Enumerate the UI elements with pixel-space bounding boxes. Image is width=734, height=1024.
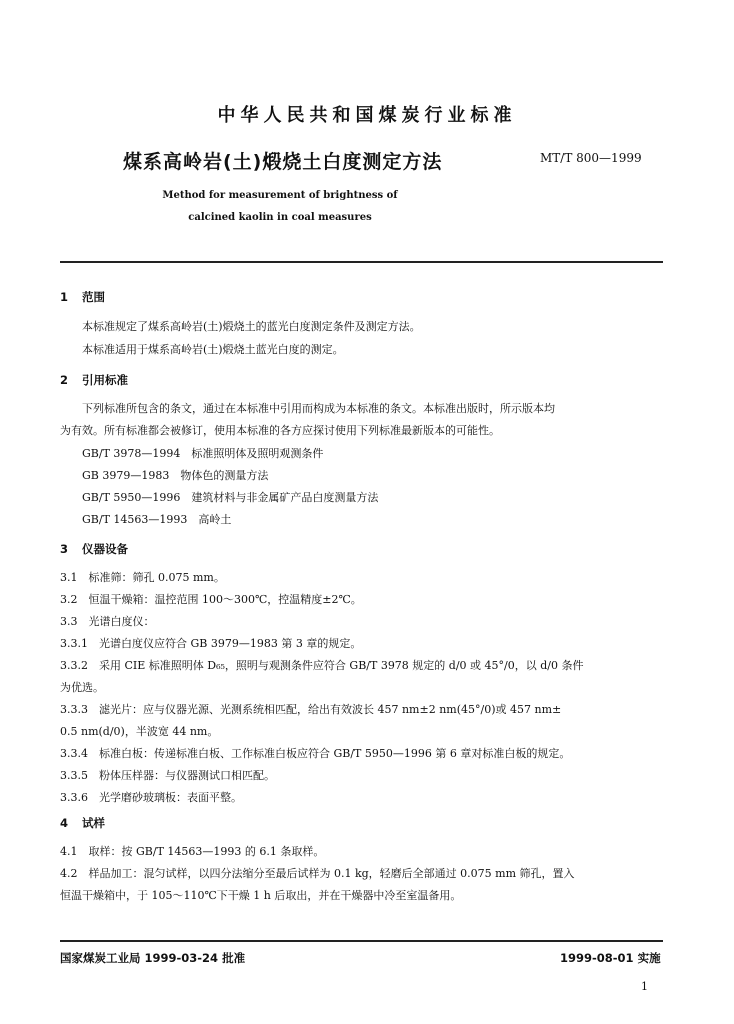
page-number: 1 (641, 980, 648, 993)
clause: 3.3.2 采用 CIE 标准照明体 D₆₅，照明与观测条件应符合 GB/T 3978 规定的 d/0 或 45°/0，以 d/0 条件 (60, 659, 584, 672)
reference-item: GB/T 14563—1993 高岭土 (82, 513, 232, 526)
section-2-heading (60, 372, 128, 388)
reference-item: GB 3979—1983 物体色的测量方法 (82, 469, 269, 482)
paragraph: 下列标准所包含的条文，通过在本标准中引用而构成为本标准的条文。本标准出版时，所示版本均 (82, 402, 555, 415)
clause: 3.3.5 粉体压样器：与仪器测试口相匹配。 (60, 769, 275, 782)
section-title: 试样 (82, 816, 105, 830)
clause-continuation: 恒温干燥箱中，于 105～110℃下干燥 1 h 后取出，并在干燥器中冷至室温备用。 (60, 889, 462, 902)
reference-item: GB/T 5950—1996 建筑材料与非金属矿产品白度测量方法 (82, 491, 379, 504)
section-title: 范围 (82, 290, 105, 304)
paragraph: 为有效。所有标准都会被修订，使用本标准的各方应探讨使用下列标准最新版本的可能性。 (60, 424, 500, 437)
section-number: 4 (60, 816, 69, 830)
section-3-heading (60, 541, 128, 557)
implementation-date: 1999-08-01 实施 (560, 951, 661, 965)
clause: 3.3.6 光学磨砂玻璃板：表面平整。 (60, 791, 242, 804)
standard-code: MT/T 800—1999 (540, 151, 642, 165)
section-number: 1 (60, 290, 69, 304)
section-number: 3 (60, 542, 69, 556)
section-title: 仪器设备 (82, 542, 128, 556)
clause: 4.2 样品加工：混匀试样，以四分法缩分至最后试样为 0.1 kg，轻磨后全部通过 0.075 mm 筛孔，置入 (60, 867, 575, 880)
standard-title-en-line2: calcined kaolin in coal measures (188, 212, 372, 223)
clause-continuation: 为优选。 (60, 681, 104, 694)
standard-title-cn: 煤系高岭岩(土)煅烧土白度测定方法 (123, 151, 443, 173)
section-number: 2 (60, 373, 69, 387)
clause: 3.3 光谱白度仪： (60, 615, 155, 628)
clause: 3.1 标准筛：筛孔 0.075 mm。 (60, 571, 225, 584)
section-title: 引用标准 (82, 373, 128, 387)
clause: 3.3.3 滤光片：应与仪器光源、光测系统相匹配，给出有效波长 457 nm±2 nm(45°/0)或 457 nm± (60, 703, 562, 716)
industry-standard-heading: 中华人民共和国煤炭行业标准 (217, 105, 517, 126)
clause: 4.1 取样：按 GB/T 14563—1993 的 6.1 条取样。 (60, 845, 325, 858)
bottom-divider (60, 940, 663, 942)
clause-continuation: 0.5 nm(d/0)，半波宽 44 nm。 (60, 725, 219, 738)
approval-date: 国家煤炭工业局 1999-03-24 批准 (60, 951, 246, 965)
clause: 3.3.1 光谱白度仪应符合 GB 3979—1983 第 3 章的规定。 (60, 637, 362, 650)
section-1-heading (60, 289, 105, 305)
paragraph: 本标准适用于煤系高岭岩(土)煅烧土蓝光白度的测定。 (82, 343, 344, 356)
top-divider (60, 261, 663, 263)
section-4-heading (60, 815, 105, 831)
standard-title-en-line1: Method for measurement of brightness of (162, 190, 398, 201)
clause: 3.3.4 标准白板：传递标准白板、工作标准白板应符合 GB/T 5950—1996 第 6 章对标准白板的规定。 (60, 747, 571, 760)
reference-item: GB/T 3978—1994 标准照明体及照明观测条件 (82, 447, 324, 460)
paragraph: 本标准规定了煤系高岭岩(土)煅烧土的蓝光白度测定条件及测定方法。 (82, 320, 421, 333)
clause: 3.2 恒温干燥箱：温控范围 100～300℃，控温精度±2℃。 (60, 593, 362, 606)
